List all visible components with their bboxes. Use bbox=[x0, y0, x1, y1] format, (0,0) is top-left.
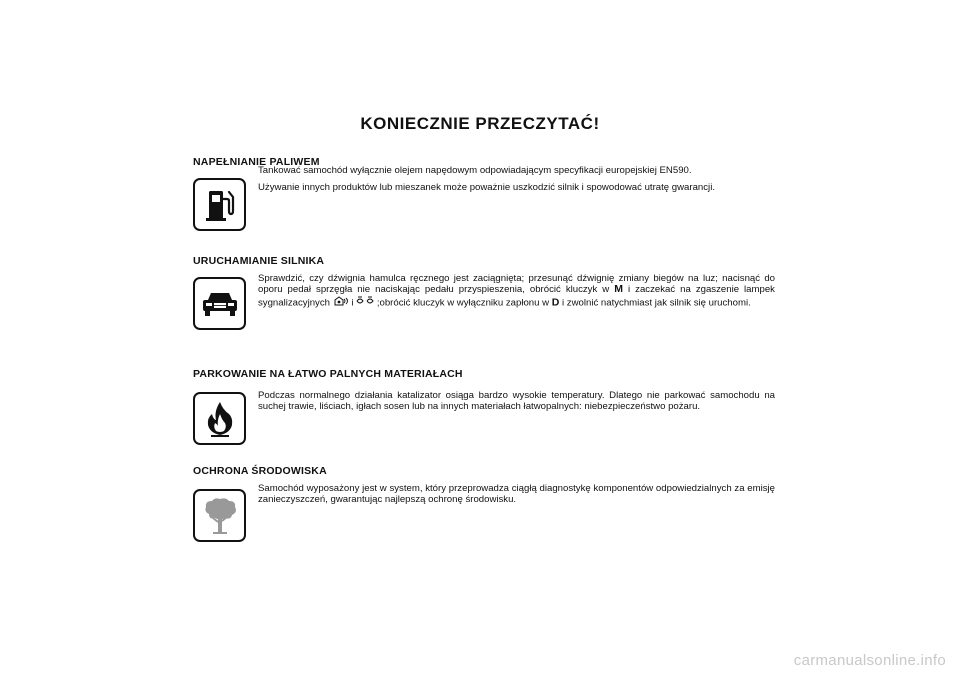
tree-icon-box bbox=[193, 489, 246, 542]
tree-icon bbox=[201, 496, 239, 536]
flame-icon bbox=[205, 400, 235, 438]
section-body bbox=[258, 165, 775, 200]
glow-plug-icon bbox=[356, 296, 374, 310]
paragraph: Samochód wyposażony jest w system, który przeprowadza ciągłą diagnostykę komponentów odpowiedzialnych za emisję zanieczyszczeń, gwarantując najlepszą ochronę środowisku. bbox=[258, 483, 775, 506]
section-heading: OCHRONA ŚRODOWISKA bbox=[193, 465, 327, 477]
paragraph bbox=[258, 273, 775, 310]
gear-position-d: D bbox=[551, 296, 560, 309]
car-icon-box bbox=[193, 277, 246, 330]
watermark: carmanualsonline.info bbox=[793, 652, 946, 669]
section-environment bbox=[193, 465, 775, 506]
preheat-warning-icon bbox=[333, 296, 349, 310]
page-title: KONIECZNIE PRZECZYTAĆ! bbox=[360, 114, 600, 133]
section-body bbox=[258, 390, 775, 419]
paragraph: Używanie innych produktów lub mieszanek może poważnie uszkodzić silnik i spowodować utratę gwarancji. bbox=[258, 182, 715, 194]
fuel-icon-box bbox=[193, 178, 246, 231]
text-fragment: i bbox=[351, 297, 354, 309]
section-heading: PARKOWANIE NA ŁATWO PALNYCH MATERIAŁACH bbox=[193, 368, 463, 380]
text-fragment: i zaczekać na zgaszenie lampek sygnalizacyjnych bbox=[258, 284, 775, 309]
section-heading: URUCHAMIANIE SILNIKA bbox=[193, 255, 325, 267]
section-engine-start bbox=[193, 255, 775, 309]
text-fragment: Sprawdzić, czy dźwignia hamulca ręcznego jest zaciągnięta; przesunąć dźwignię zmiany biegów na luz; nacisnąć do oporu pedał sprzęgła nie naciskając pedału przyspieszenia, obrócić kluczyk w bbox=[258, 273, 775, 296]
car-front-icon bbox=[200, 290, 240, 318]
section-fuel bbox=[193, 156, 775, 194]
text-fragment: i zwolnić natychmiast jak silnik się uruchomi. bbox=[562, 297, 751, 309]
flame-icon-box bbox=[193, 392, 246, 445]
section-body bbox=[258, 273, 775, 316]
section-body bbox=[258, 483, 775, 512]
gear-position-m: M bbox=[614, 283, 623, 296]
fuel-pump-icon bbox=[203, 187, 237, 223]
text-fragment: ;obrócić kluczyk w wyłączniku zapłonu w bbox=[376, 297, 550, 309]
paragraph: Podczas normalnego działania katalizator osiąga bardzo wysokie temperatury. Dlatego nie parkować samochodu na suchej trawie, liściach, igłach sosen lub na innych materiałach łatwopalnych: niebezpieczeństwo pożaru. bbox=[258, 390, 775, 413]
paragraph: Tankować samochód wyłącznie olejem napędowym odpowiadającym specyfikacji europejskiej EN590. bbox=[258, 165, 692, 176]
section-heading: NAPEŁNIANIE PALIWEM bbox=[193, 156, 320, 168]
section-parking bbox=[193, 368, 775, 413]
